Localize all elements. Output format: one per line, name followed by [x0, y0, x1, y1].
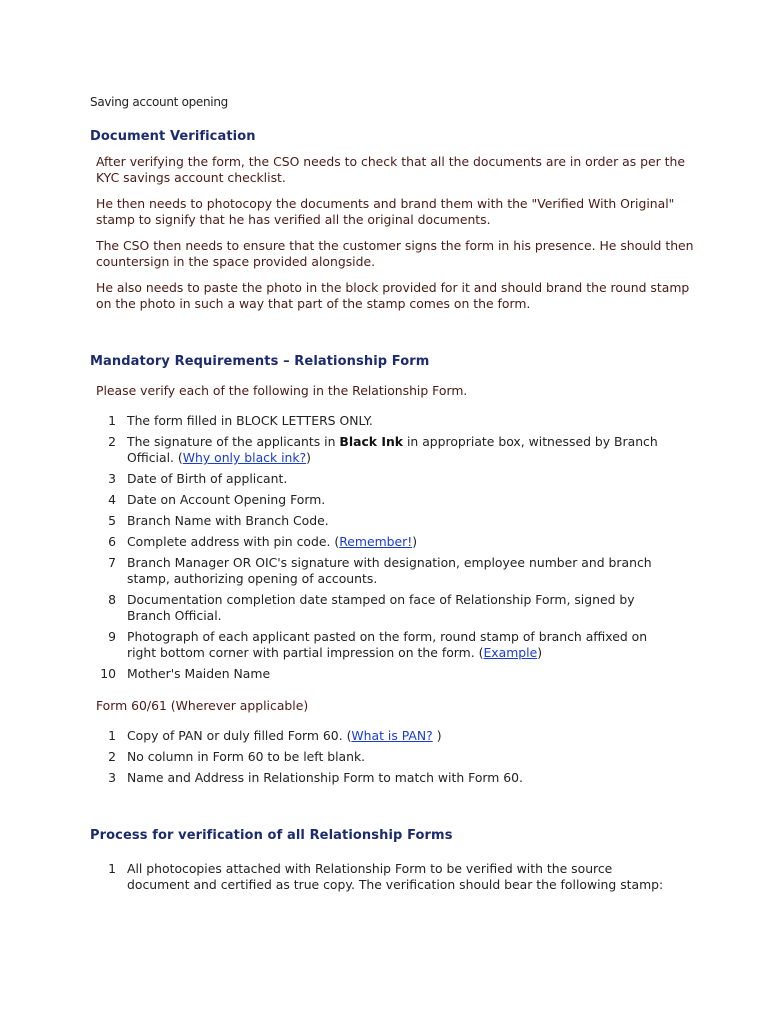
list-item — [96, 534, 676, 550]
item-number: 7 — [108, 555, 116, 570]
item-text: Copy of PAN or duly filled Form 60. ( — [127, 728, 352, 743]
form60-intro: Form 60/61 (Wherever applicable) — [96, 698, 309, 713]
item-text: Complete address with pin code. ( — [127, 534, 340, 549]
list-item — [96, 728, 676, 744]
mandatory-list — [96, 413, 676, 682]
item-number: 4 — [108, 492, 116, 507]
paragraph: After verifying the form, the CSO needs to check that all the documents are in order as per the KYC savings account checklist. — [96, 154, 685, 185]
item-number: 8 — [108, 592, 116, 607]
list-item — [96, 434, 676, 466]
item-number: 2 — [108, 749, 116, 764]
item-text: Mother's Maiden Name — [127, 666, 271, 681]
item-number: 3 — [108, 471, 116, 486]
form60-list — [96, 728, 676, 786]
paragraph: He also needs to paste the photo in the block provided for it and should brand the round stamp on the photo in such a way that part of the stamp comes on the form. — [96, 280, 690, 311]
item-text: No column in Form 60 to be left blank. — [127, 749, 366, 764]
item-text: Photograph of each applicant pasted on the form, round stamp of branch affixed on right bottom corner with partial impression on the form. ( — [127, 629, 648, 660]
list-item — [96, 492, 676, 508]
item-text: The form filled in BLOCK LETTERS ONLY. — [127, 413, 373, 428]
heading-process-verification: Process for verification of all Relationship Forms — [90, 828, 453, 843]
item-number: 1 — [108, 728, 116, 743]
remember-link[interactable]: Remember! — [339, 534, 413, 549]
item-number: 1 — [108, 413, 116, 428]
doc-title: Saving account opening — [90, 95, 228, 109]
item-number: 1 — [108, 861, 116, 876]
why-black-ink-link[interactable]: Why only black ink? — [182, 450, 307, 465]
item-number: 5 — [108, 513, 116, 528]
list-item — [96, 629, 676, 661]
item-text: ) — [432, 728, 442, 743]
item-text: Date of Birth of applicant. — [127, 471, 288, 486]
list-item — [96, 592, 676, 624]
item-text: ) — [306, 450, 311, 465]
item-number: 2 — [108, 434, 116, 449]
heading-document-verification: Document Verification — [90, 129, 256, 144]
list-item — [96, 749, 676, 765]
item-text: Branch Name with Branch Code. — [127, 513, 329, 528]
list-item — [96, 471, 676, 487]
item-number: 3 — [108, 770, 116, 785]
list-item — [96, 861, 676, 893]
item-number: 9 — [108, 629, 116, 644]
list-item — [96, 513, 676, 529]
item-number: 10 — [100, 666, 116, 681]
process-list — [96, 861, 676, 893]
item-text: Documentation completion date stamped on face of Relationship Form, signed by Branch Official. — [127, 592, 635, 623]
item-text: ) — [537, 645, 543, 660]
black-ink-emphasis: Black Ink — [339, 434, 404, 449]
item-text: All photocopies attached with Relationship Form to be verified with the source document and certified as true copy. The verification should bear the following stamp: — [127, 861, 664, 892]
paragraph: The CSO then needs to ensure that the customer signs the form in his presence. He should then countersign in the space provided alongside. — [96, 238, 694, 269]
list-item — [96, 413, 676, 429]
intro-text: Please verify each of the following in the Relationship Form. — [96, 383, 468, 398]
item-text: Name and Address in Relationship Form to match with Form 60. — [127, 770, 523, 785]
item-text: Date on Account Opening Form. — [127, 492, 326, 507]
item-text: in appropriate box, witnessed by Branch Official. ( — [127, 434, 658, 465]
item-text: ) — [412, 534, 418, 549]
example-link[interactable]: Example — [483, 645, 538, 660]
item-text: Branch Manager OR OIC's signature with designation, employee number and branch stamp, authorizing opening of accounts. — [127, 555, 652, 586]
item-number: 6 — [108, 534, 116, 549]
list-item — [96, 770, 676, 786]
list-item — [96, 666, 676, 682]
item-text: The signature of the applicants in — [127, 434, 340, 449]
heading-mandatory-requirements: Mandatory Requirements – Relationship Form — [90, 354, 430, 369]
paragraph: He then needs to photocopy the documents and brand them with the "Verified With Original" stamp to signify that he has verified all the original documents. — [96, 196, 675, 227]
list-item — [96, 555, 676, 587]
what-is-pan-link[interactable]: What is PAN? — [351, 728, 433, 743]
